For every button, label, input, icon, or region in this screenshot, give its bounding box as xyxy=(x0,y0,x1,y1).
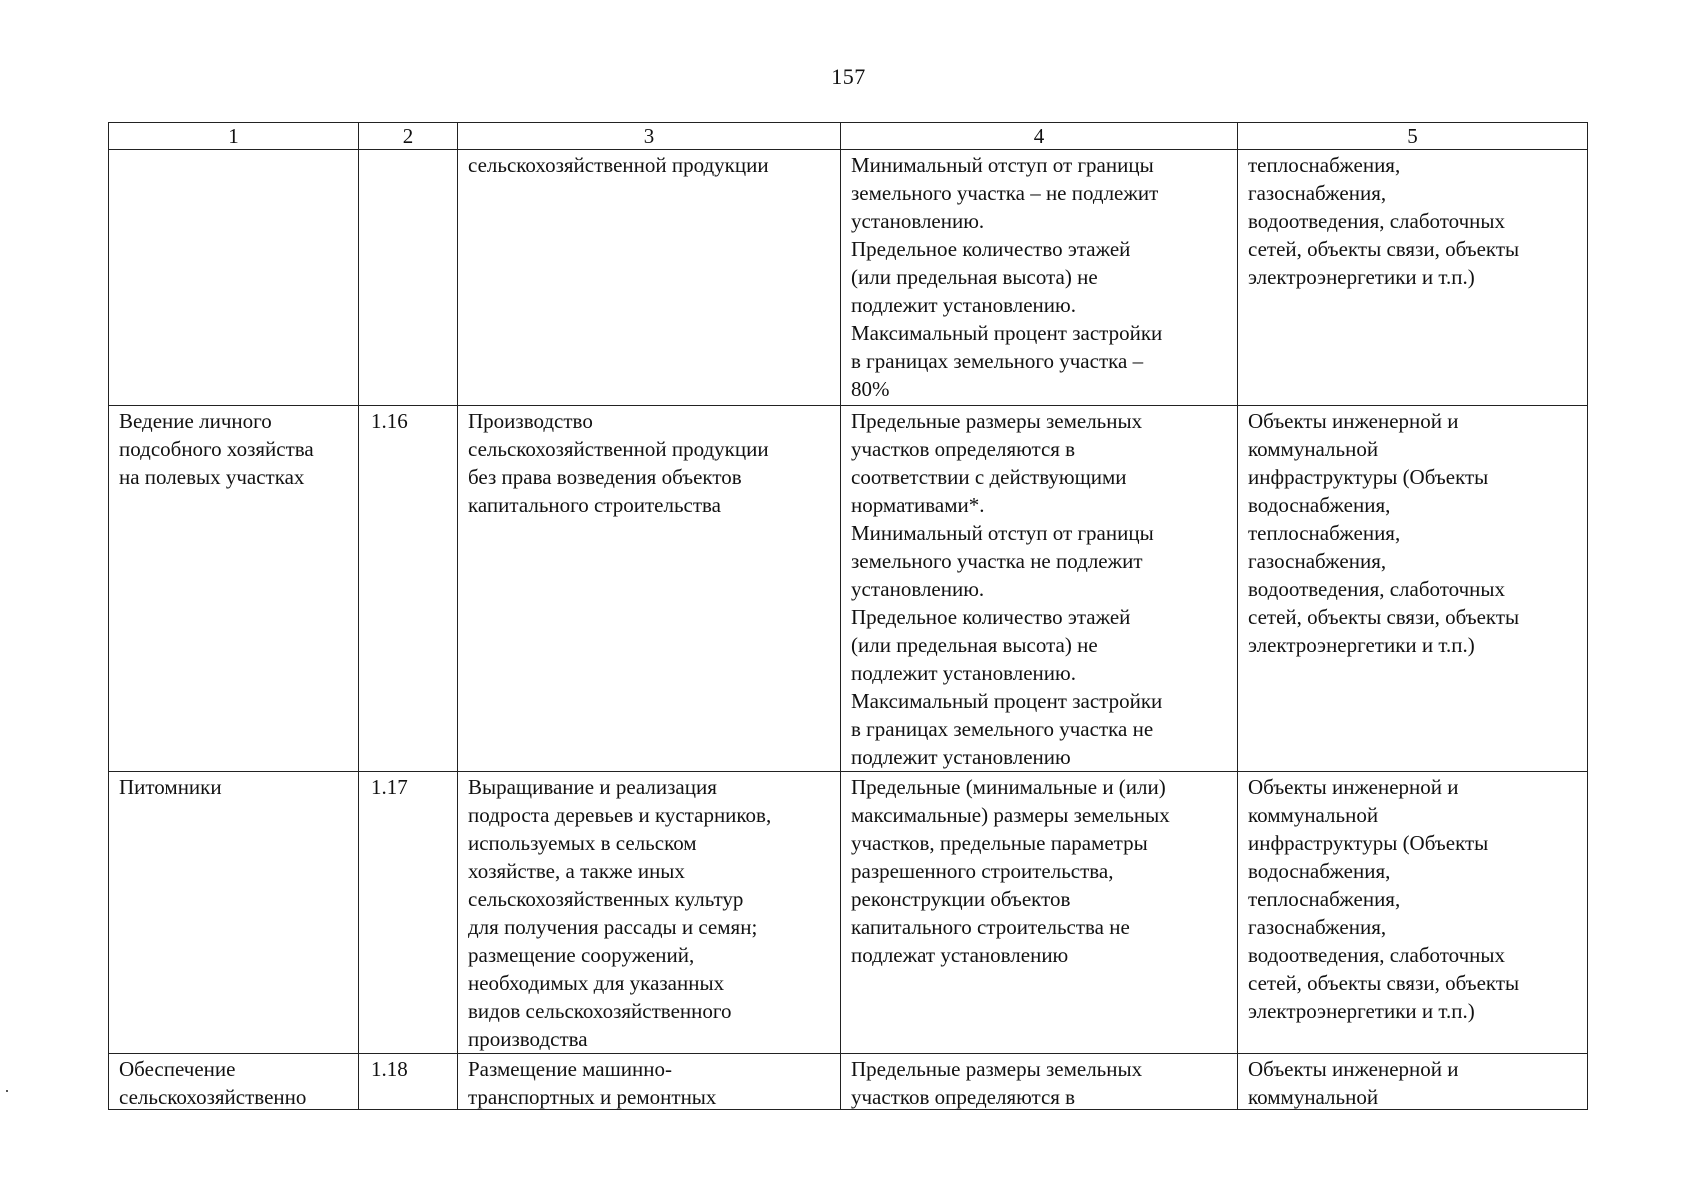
objects-line: инфраструктуры (Объекты xyxy=(1248,465,1489,489)
description-line: капитального строительства xyxy=(468,493,721,517)
description-line: без права возведения объектов xyxy=(468,465,742,489)
objects-line: газоснабжения, xyxy=(1248,181,1387,205)
auxiliary-objects-cell xyxy=(1238,150,1588,406)
description-line: используемых в сельском xyxy=(468,831,697,855)
objects-line: водоснабжения, xyxy=(1248,493,1391,517)
column-header-5: 5 xyxy=(1238,123,1588,150)
parameters-line: в границах земельного участка не xyxy=(851,717,1154,741)
parameters-line: Минимальный отступ от границы xyxy=(851,153,1154,177)
description-line: размещение сооружений, xyxy=(468,943,695,967)
parameters-line: установлению. xyxy=(851,209,985,233)
description-line: необходимых для указанных xyxy=(468,971,725,995)
parameters-line: разрешенного строительства, xyxy=(851,859,1114,883)
objects-line: водоснабжения, xyxy=(1248,859,1391,883)
name-line: сельскохозяйственно xyxy=(119,1085,307,1109)
objects-line: водоотведения, слаботочных xyxy=(1248,577,1506,601)
parameters-line: 80% xyxy=(851,377,890,401)
objects-line: коммунальной xyxy=(1248,803,1379,827)
parameters-line: Предельные размеры земельных xyxy=(851,409,1143,433)
objects-line: Объекты инженерной и xyxy=(1248,409,1459,433)
land-use-description-cell xyxy=(458,406,841,772)
name-line: на полевых участках xyxy=(119,465,305,489)
auxiliary-objects-cell xyxy=(1238,1054,1588,1110)
name-line: Питомники xyxy=(119,775,222,799)
parameters-line: подлежит установлению xyxy=(851,745,1071,769)
land-use-description-cell xyxy=(458,1054,841,1110)
parameters-line: подлежит установлению. xyxy=(851,293,1076,317)
description-line: Производство xyxy=(468,409,593,433)
parameters-line: в границах земельного участка – xyxy=(851,349,1144,373)
parameters-line: Максимальный процент застройки xyxy=(851,689,1163,713)
parameters-line: земельного участка – не подлежит xyxy=(851,181,1159,205)
regulations-table xyxy=(108,122,1588,1110)
land-use-description-cell xyxy=(458,772,841,1054)
land-use-name-cell xyxy=(109,406,359,772)
column-header-3: 3 xyxy=(458,123,841,150)
objects-line: Объекты инженерной и xyxy=(1248,1057,1459,1081)
description-line: транспортных и ремонтных xyxy=(468,1085,717,1109)
parameters-cell xyxy=(841,150,1238,406)
objects-line: инфраструктуры (Объекты xyxy=(1248,831,1489,855)
land-use-code-cell: 1.17 xyxy=(359,772,458,1054)
objects-line: коммунальной xyxy=(1248,1085,1379,1109)
description-line: сельскохозяйственной продукции xyxy=(468,153,769,177)
parameters-line: максимальные) размеры земельных xyxy=(851,803,1170,827)
description-line: Выращивание и реализация xyxy=(468,775,717,799)
table-header-row xyxy=(109,123,1588,150)
parameters-line: участков определяются в xyxy=(851,437,1076,461)
objects-line: коммунальной xyxy=(1248,437,1379,461)
objects-line: Объекты инженерной и xyxy=(1248,775,1459,799)
parameters-line: Предельное количество этажей xyxy=(851,237,1131,261)
land-use-code-cell: 1.16 xyxy=(359,406,458,772)
page-number: 157 xyxy=(831,64,866,89)
column-header-4: 4 xyxy=(841,123,1238,150)
name-line: Ведение личного xyxy=(119,409,272,433)
name-line: Обеспечение xyxy=(119,1057,236,1081)
objects-line: газоснабжения, xyxy=(1248,549,1387,573)
scan-speck xyxy=(6,1090,8,1092)
objects-line: электроэнергетики и т.п.) xyxy=(1248,633,1475,657)
description-line: видов сельскохозяйственного xyxy=(468,999,732,1023)
parameters-line: соответствии с действующими xyxy=(851,465,1127,489)
description-line: хозяйстве, а также иных xyxy=(468,859,685,883)
objects-line: сетей, объекты связи, объекты xyxy=(1248,237,1520,261)
objects-line: электроэнергетики и т.п.) xyxy=(1248,265,1475,289)
parameters-line: Минимальный отступ от границы xyxy=(851,521,1154,545)
parameters-line: Предельные размеры земельных xyxy=(851,1057,1143,1081)
parameters-line: (или предельная высота) не xyxy=(851,265,1098,289)
description-line: подроста деревьев и кустарников, xyxy=(468,803,772,827)
description-line: сельскохозяйственных культур xyxy=(468,887,744,911)
parameters-cell xyxy=(841,772,1238,1054)
objects-line: электроэнергетики и т.п.) xyxy=(1248,999,1475,1023)
parameters-line: подлежат установлению xyxy=(851,943,1069,967)
parameters-line: (или предельная высота) не xyxy=(851,633,1098,657)
parameters-line: участков определяются в xyxy=(851,1085,1076,1109)
description-line: производства xyxy=(468,1027,588,1051)
parameters-line: капитального строительства не xyxy=(851,915,1130,939)
objects-line: теплоснабжения, xyxy=(1248,153,1401,177)
description-line: сельскохозяйственной продукции xyxy=(468,437,769,461)
table-row-1-18 xyxy=(109,1054,1588,1110)
parameters-line: установлению. xyxy=(851,577,985,601)
land-use-code-cell xyxy=(359,150,458,406)
name-line: подсобного хозяйства xyxy=(119,437,314,461)
parameters-line: Предельные (минимальные и (или) xyxy=(851,775,1166,799)
parameters-line: нормативами*. xyxy=(851,493,985,517)
land-use-name-cell xyxy=(109,772,359,1054)
description-line: для получения рассады и семян; xyxy=(468,915,758,939)
column-header-1: 1 xyxy=(109,123,359,150)
land-use-name-cell xyxy=(109,1054,359,1110)
parameters-cell xyxy=(841,1054,1238,1110)
table-row-continuation xyxy=(109,150,1588,406)
column-header-2: 2 xyxy=(359,123,458,150)
objects-line: газоснабжения, xyxy=(1248,915,1387,939)
objects-line: водоотведения, слаботочных xyxy=(1248,943,1506,967)
parameters-line: реконструкции объектов xyxy=(851,887,1071,911)
auxiliary-objects-cell xyxy=(1238,406,1588,772)
parameters-line: земельного участка не подлежит xyxy=(851,549,1143,573)
land-use-name-cell xyxy=(109,150,359,406)
objects-line: сетей, объекты связи, объекты xyxy=(1248,971,1520,995)
table-row-1-17 xyxy=(109,772,1588,1054)
table-row-1-16 xyxy=(109,406,1588,772)
objects-line: водоотведения, слаботочных xyxy=(1248,209,1506,233)
land-use-description-cell xyxy=(458,150,841,406)
land-use-code-cell: 1.18 xyxy=(359,1054,458,1110)
parameters-cell xyxy=(841,406,1238,772)
objects-line: теплоснабжения, xyxy=(1248,521,1401,545)
objects-line: сетей, объекты связи, объекты xyxy=(1248,605,1520,629)
parameters-line: участков, предельные параметры xyxy=(851,831,1148,855)
parameters-line: подлежит установлению. xyxy=(851,661,1076,685)
auxiliary-objects-cell xyxy=(1238,772,1588,1054)
description-line: Размещение машинно- xyxy=(468,1057,672,1081)
parameters-line: Предельное количество этажей xyxy=(851,605,1131,629)
objects-line: теплоснабжения, xyxy=(1248,887,1401,911)
parameters-line: Максимальный процент застройки xyxy=(851,321,1163,345)
